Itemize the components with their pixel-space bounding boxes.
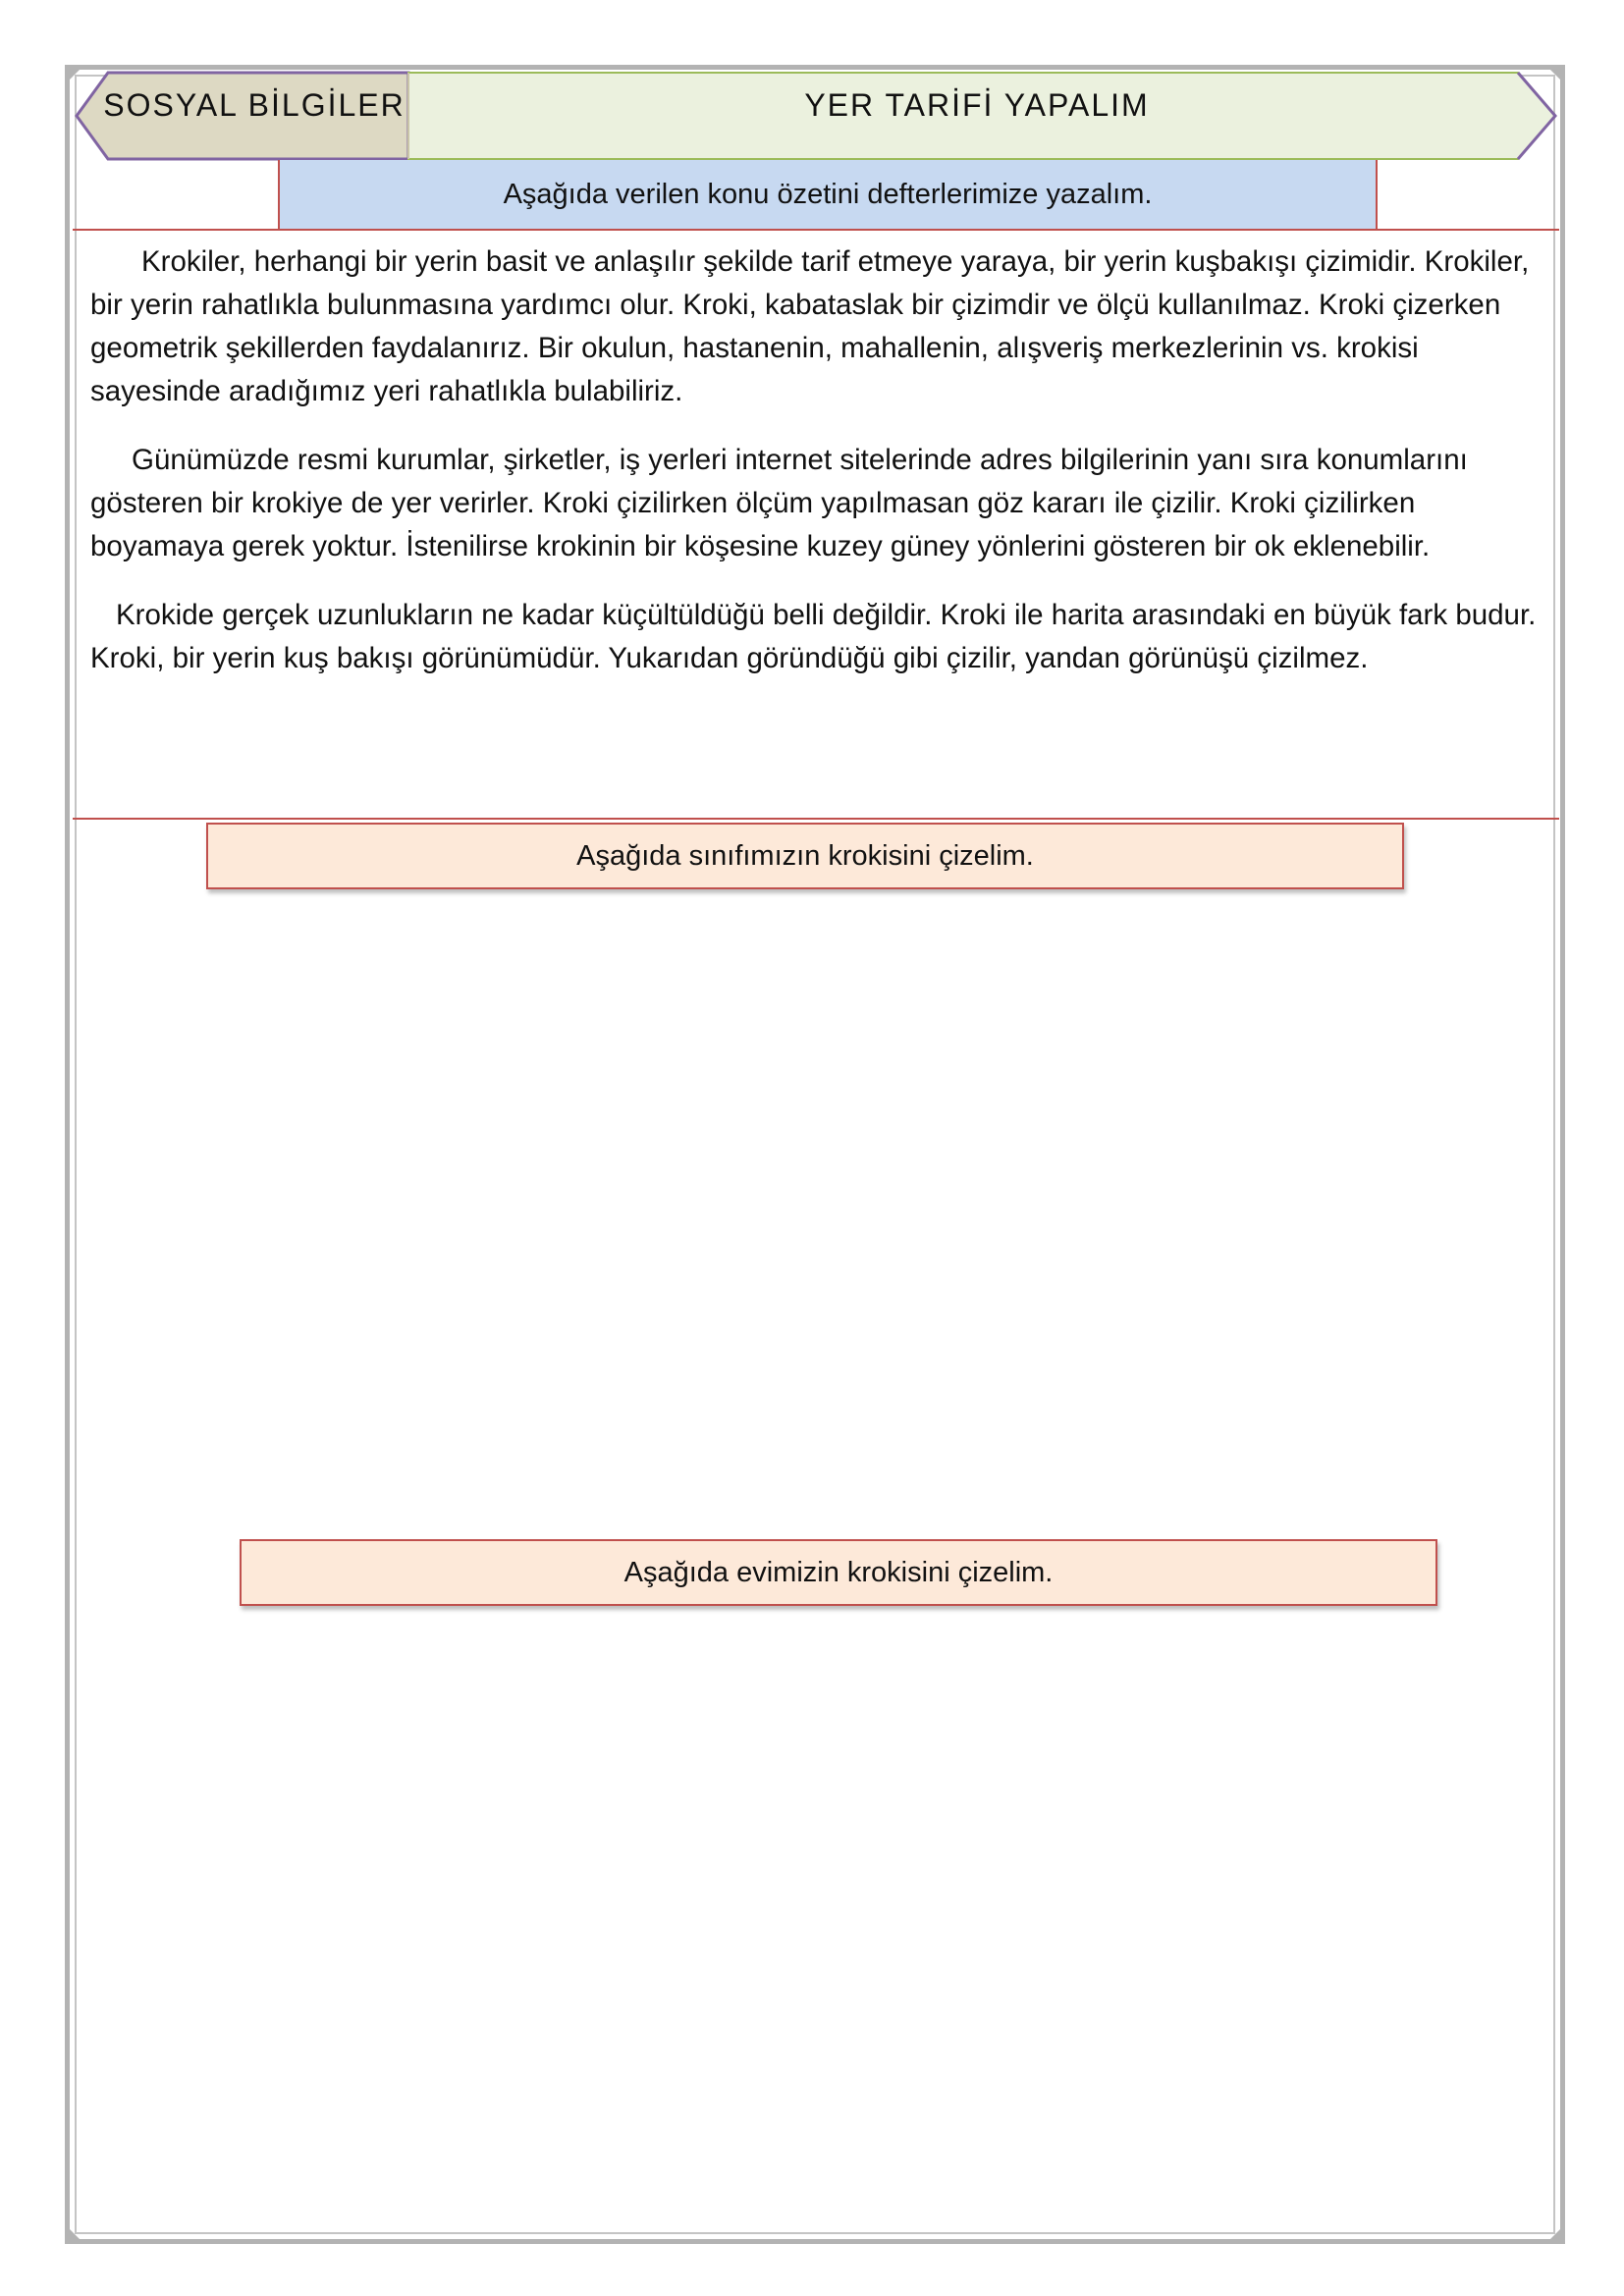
summary-text bbox=[90, 240, 1543, 706]
corner-ornament-bottom-right bbox=[1545, 2224, 1565, 2244]
summary-instruction-banner: Aşağıda verilen konu özetini defterlerimize yazalım. bbox=[278, 160, 1378, 229]
summary-paragraph-2: Günümüzde resmi kurumlar, şirketler, iş yerleri internet sitelerinde adres bilgilerinin yanı sıra konumlarını gösteren bir krokiye de yer verirler. Kroki çizilirken ölçüm yapılmasan göz kararı ile çizilir. Kroki çizilirken boyamaya gerek yoktur. İstenilirse krokinin bir köşesine kuzey güney yönlerini gösteren bir ok eklenebilir. bbox=[90, 444, 1468, 562]
corner-ornament-bottom-left bbox=[65, 2224, 84, 2244]
summary-paragraph-3: Krokide gerçek uzunlukların ne kadar küçültüldüğü belli değildir. Kroki ile harita arasındaki en büyük fark budur. Kroki, bir yerin kuş bakışı görünümüdür. Yukarıdan göründüğü gibi çizilir, yandan görünüşü çizilmez. bbox=[90, 599, 1537, 674]
section-divider-top bbox=[73, 229, 1559, 231]
task-banner-classroom-sketch: Aşağıda sınıfımızın krokisini çizelim. bbox=[206, 823, 1404, 889]
section-divider-bottom bbox=[73, 818, 1559, 820]
subject-title: SOSYAL BİLGİLER bbox=[103, 86, 406, 123]
task-banner-home-sketch: Aşağıda evimizin krokisini çizelim. bbox=[240, 1539, 1437, 1606]
topic-title: YER TARİFİ YAPALIM bbox=[804, 86, 1150, 123]
summary-paragraph-1: Krokiler, herhangi bir yerin basit ve anlaşılır şekilde tarif etmeye yaraya, bir yerin kuşbakışı çizimidir. Krokiler, bir yerin rahatlıkla bulunmasına yardımcı olur. Kroki, kabataslak bir çizimdir ve ölçü kullanılmaz. Kroki çizerken geometrik şekillerden faydalanırız. Bir okulun, hastanenin, mahallenin, alışveriş merkezlerinin vs. krokisi sayesinde aradığımız yeri rahatlıkla bulabiliriz. bbox=[90, 245, 1530, 407]
